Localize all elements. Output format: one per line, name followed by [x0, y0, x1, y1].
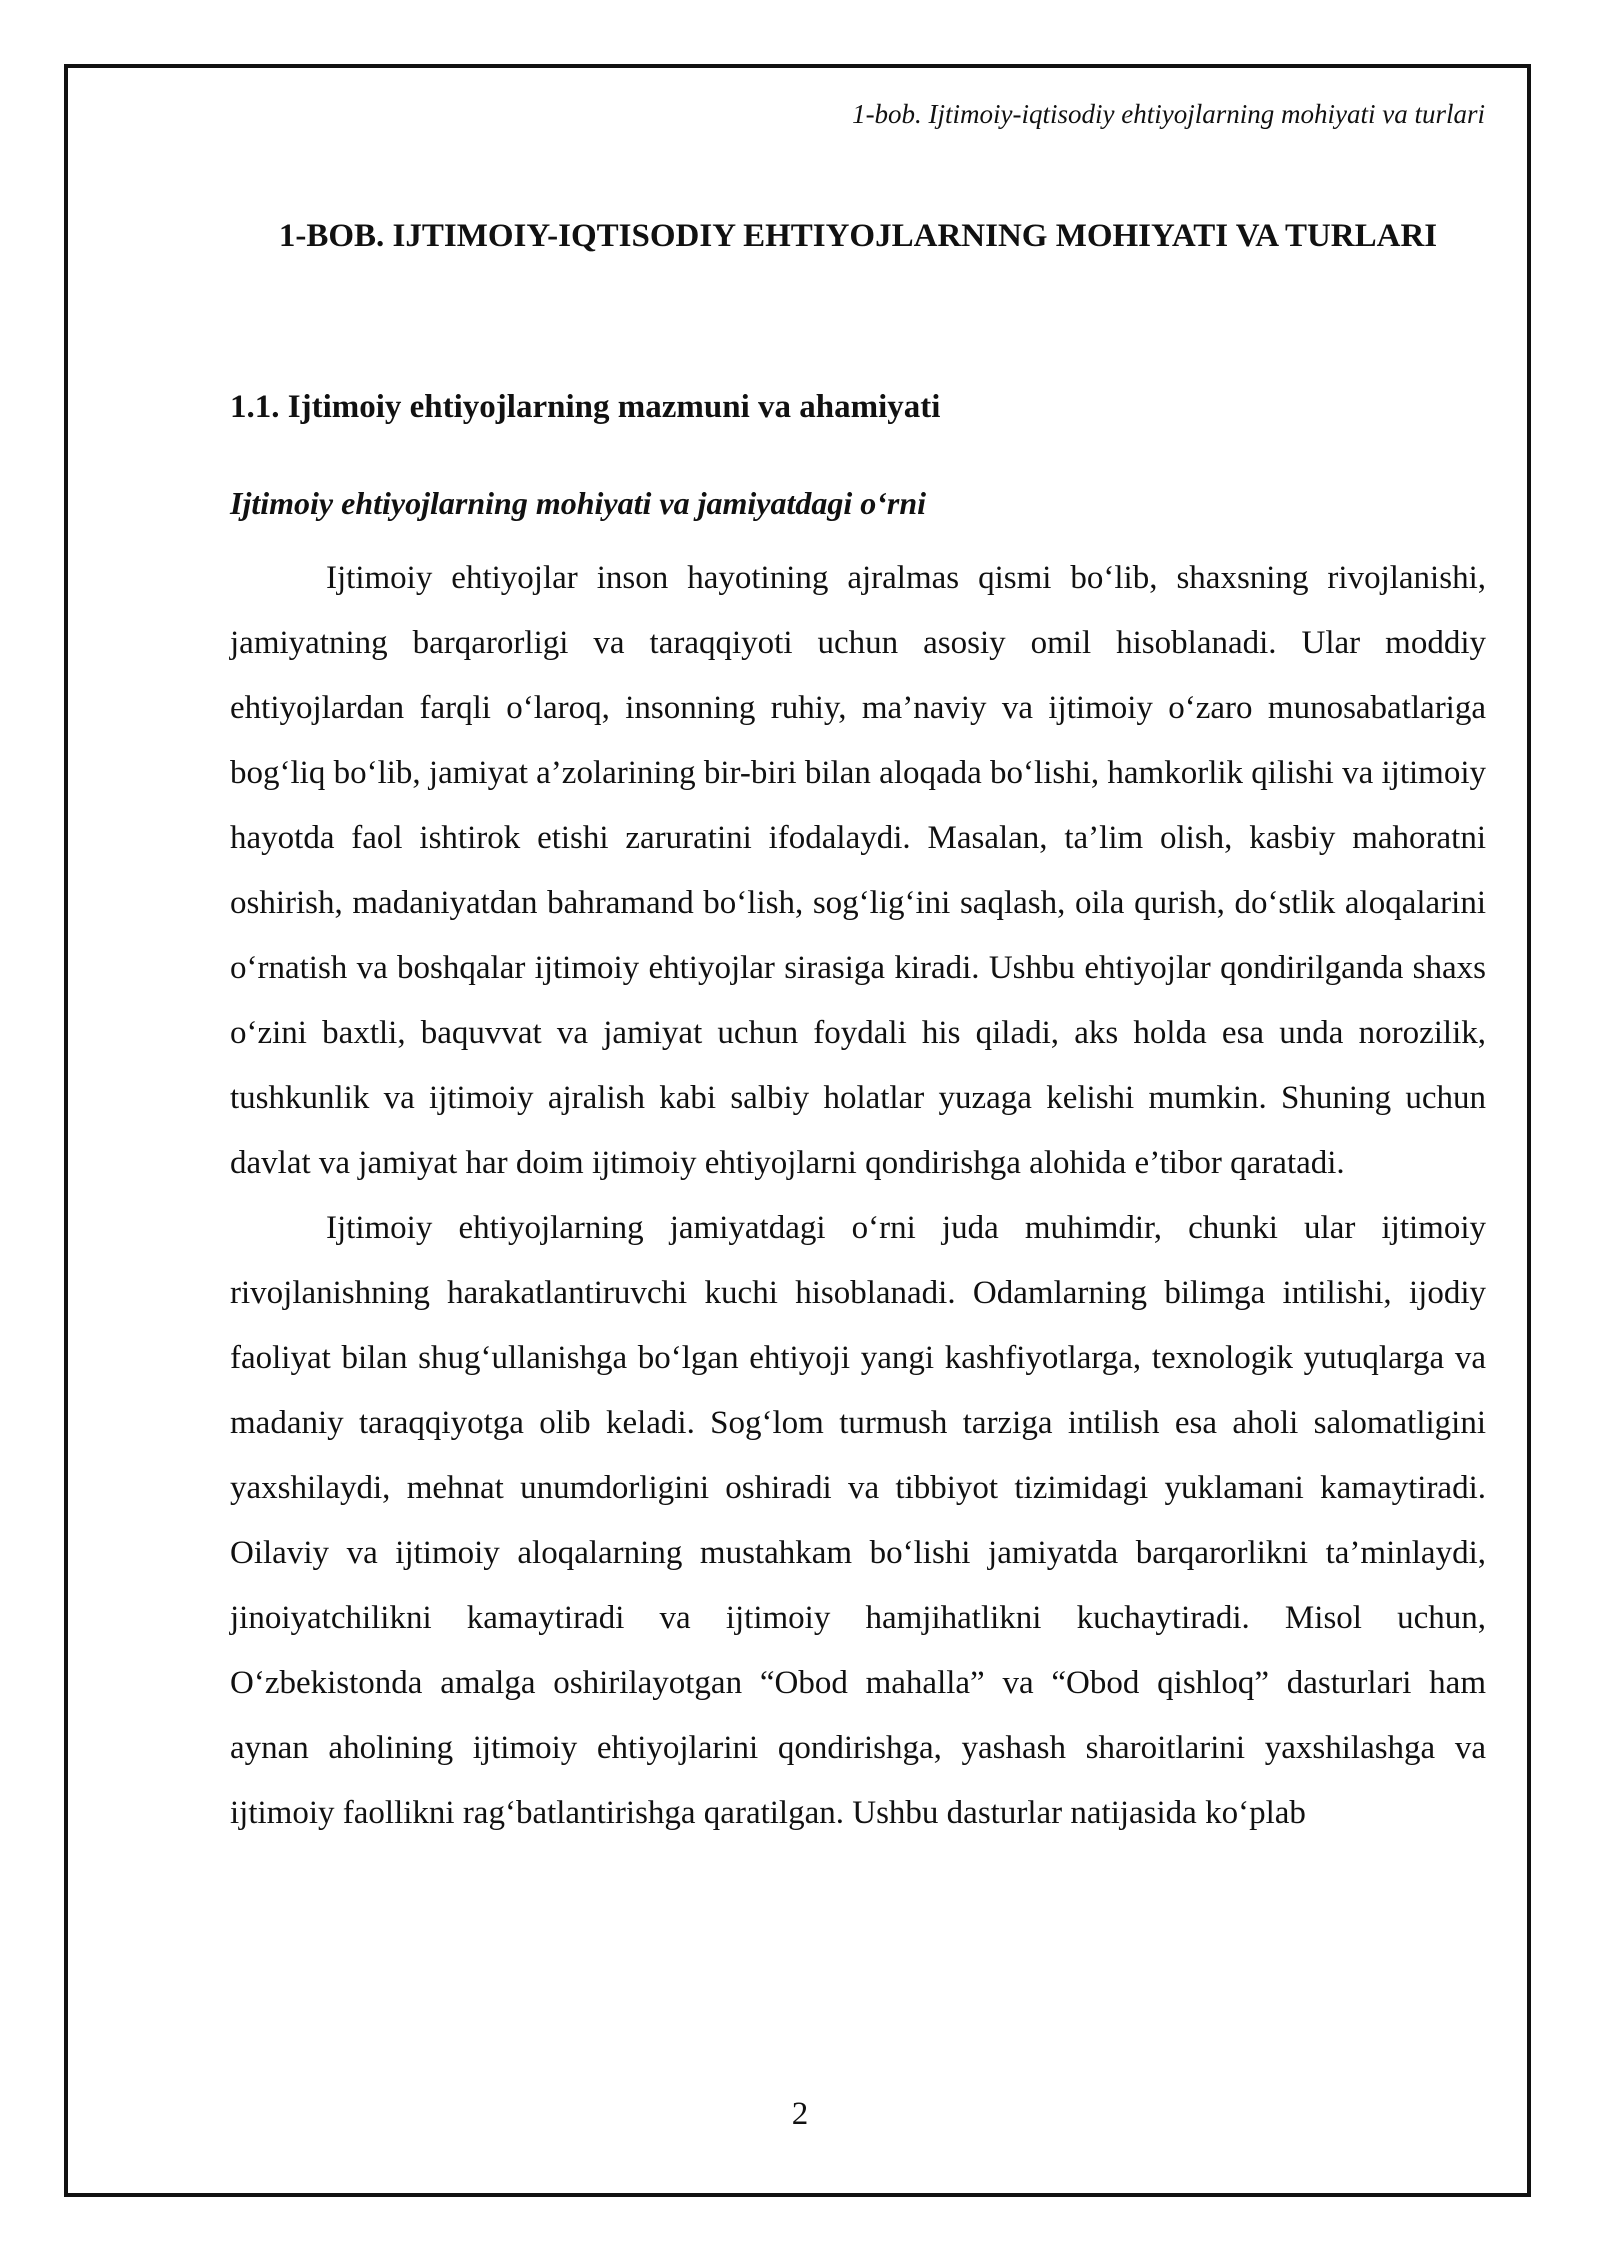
section-title: 1.1. Ijtimoiy ehtiyojlarning mazmuni va ahamiyati: [230, 389, 941, 425]
paragraph-1: Ijtimoiy ehtiyojlar inson hayotining ajralmas qismi bo‘lib, shaxsning rivojlanishi, jamiyatning barqarorligi va taraqqiyoti uchun asosiy omil hisoblanadi. Ular moddiy ehtiyojlardan farqli o‘laroq, insonning ruhiy, ma’naviy va ijtimoiy o‘zaro munosabatlariga bog‘liq bo‘lib, jamiyat a’zolarining bir-biri bilan aloqada bo‘lishi, hamkorlik qilishi va ijtimoiy hayotda faol ishtirok etishi zaruratini ifodalaydi. Masalan, ta’lim olish, kasbiy mahoratni oshirish, madaniyatdan bahramand bo‘lish, sog‘lig‘ini saqlash, oila qurish, do‘stlik aloqalarini o‘rnatish va boshqalar ijtimoiy ehtiyojlar sirasiga kiradi. Ushbu ehtiyojlar qondirilganda shaxs o‘zini baxtli, baquvvat va jamiyat uchun foydali his qiladi, aks holda esa unda norozilik, tushkunlik va ijtimoiy ajralish kabi salbiy holatlar yuzaga kelishi mumkin. Shuning uchun davlat va jamiyat har doim ijtimoiy ehtiyojlarni qondirishga alohida e’tibor qaratadi.: [230, 560, 1486, 1181]
running-header: 1-bob. Ijtimoiy-iqtisodiy ehtiyojlarning mohiyati va turlari: [852, 99, 1485, 129]
page-number: 2: [791, 2096, 809, 2132]
subsection-title: Ijtimoiy ehtiyojlarning mohiyati va jamiyatdagi o‘rni: [230, 485, 927, 521]
body-text: [230, 546, 1486, 1846]
paragraph-2: Ijtimoiy ehtiyojlarning jamiyatdagi o‘rni juda muhimdir, chunki ular ijtimoiy rivojlanishning harakatlantiruvchi kuchi hisoblanadi. Odamlarning bilimga intilishi, ijodiy faoliyat bilan shug‘ullanishga bo‘lgan ehtiyoji yangi kashfiyotlarga, texnologik yutuqlarga va madaniy taraqqiyotga olib keladi. Sog‘lom turmush tarziga intilish esa aholi salomatligini yaxshilaydi, mehnat unumdorligini oshiradi va tibbiyot tizimidagi yuklamani kamaytiradi. Oilaviy va ijtimoiy aloqalarning mustahkam bo‘lishi jamiyatda barqarorlikni ta’minlaydi, jinoiyatchilikni kamaytiradi va ijtimoiy hamjihatlikni kuchaytiradi. Misol uchun, O‘zbekistonda amalga oshirilayotgan “Obod mahalla” va “Obod qishloq” dasturlari ham aynan aholining ijtimoiy ehtiyojlarini qondirishga, yashash sharoitlarini yaxshilashga va ijtimoiy faollikni rag‘batlantirishga qaratilgan. Ushbu dasturlar natijasida ko‘plab: [230, 1210, 1486, 1831]
chapter-title: 1-BOB. IJTIMOIY-IQTISODIY EHTIYOJLARNING MOHIYATI VA TURLARI: [278, 218, 1438, 254]
